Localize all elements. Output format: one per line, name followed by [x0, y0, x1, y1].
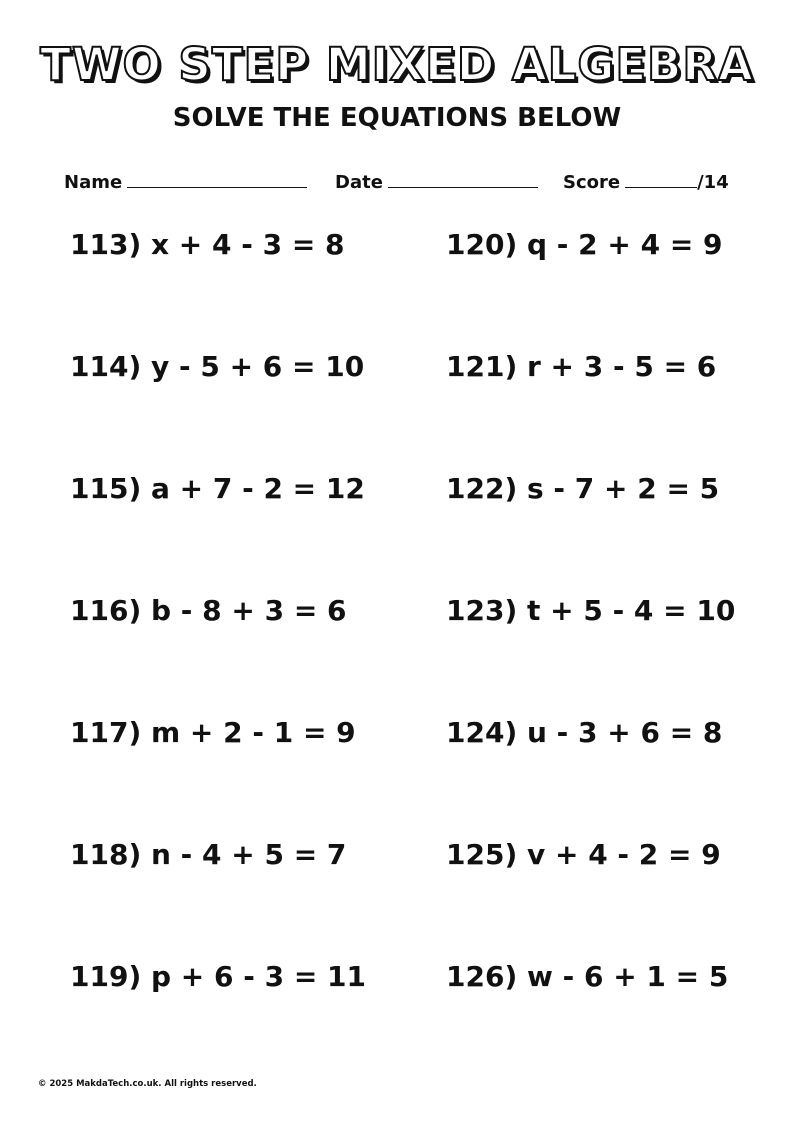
student-info-row [0, 172, 794, 200]
problem-119: 119) p + 6 - 3 = 11 [70, 960, 366, 993]
problem-121: 121) r + 3 - 5 = 6 [446, 350, 717, 383]
problem-123: 123) t + 5 - 4 = 10 [446, 594, 736, 627]
problem-116: 116) b - 8 + 3 = 6 [70, 594, 347, 627]
problem-120: 120) q - 2 + 4 = 9 [446, 228, 723, 261]
problem-113: 113) x + 4 - 3 = 8 [70, 228, 345, 261]
worksheet-title: TWO STEP MIXED ALGEBRA [40, 38, 754, 91]
worksheet-subtitle: SOLVE THE EQUATIONS BELOW [172, 103, 622, 133]
problem-115: 115) a + 7 - 2 = 12 [70, 472, 365, 505]
problem-117: 117) m + 2 - 1 = 9 [70, 716, 356, 749]
copyright-footer: © 2025 MakdaTech.co.uk. All rights reserved. [38, 1079, 257, 1089]
problem-124: 124) u - 3 + 6 = 8 [446, 716, 723, 749]
name-field[interactable] [64, 172, 307, 193]
score-field[interactable] [563, 172, 729, 193]
date-label: Date [335, 172, 383, 193]
problem-126: 126) w - 6 + 1 = 5 [446, 960, 729, 993]
problem-118: 118) n - 4 + 5 = 7 [70, 838, 347, 871]
score-blank[interactable] [625, 172, 697, 188]
name-label: Name [64, 172, 123, 193]
problem-114: 114) y - 5 + 6 = 10 [70, 350, 365, 383]
date-blank[interactable] [388, 172, 538, 188]
score-total: /14 [697, 172, 729, 193]
problem-125: 125) v + 4 - 2 = 9 [446, 838, 721, 871]
problem-122: 122) s - 7 + 2 = 5 [446, 472, 720, 505]
date-field[interactable] [335, 172, 538, 193]
name-blank[interactable] [127, 172, 307, 188]
score-label: Score [563, 172, 621, 193]
